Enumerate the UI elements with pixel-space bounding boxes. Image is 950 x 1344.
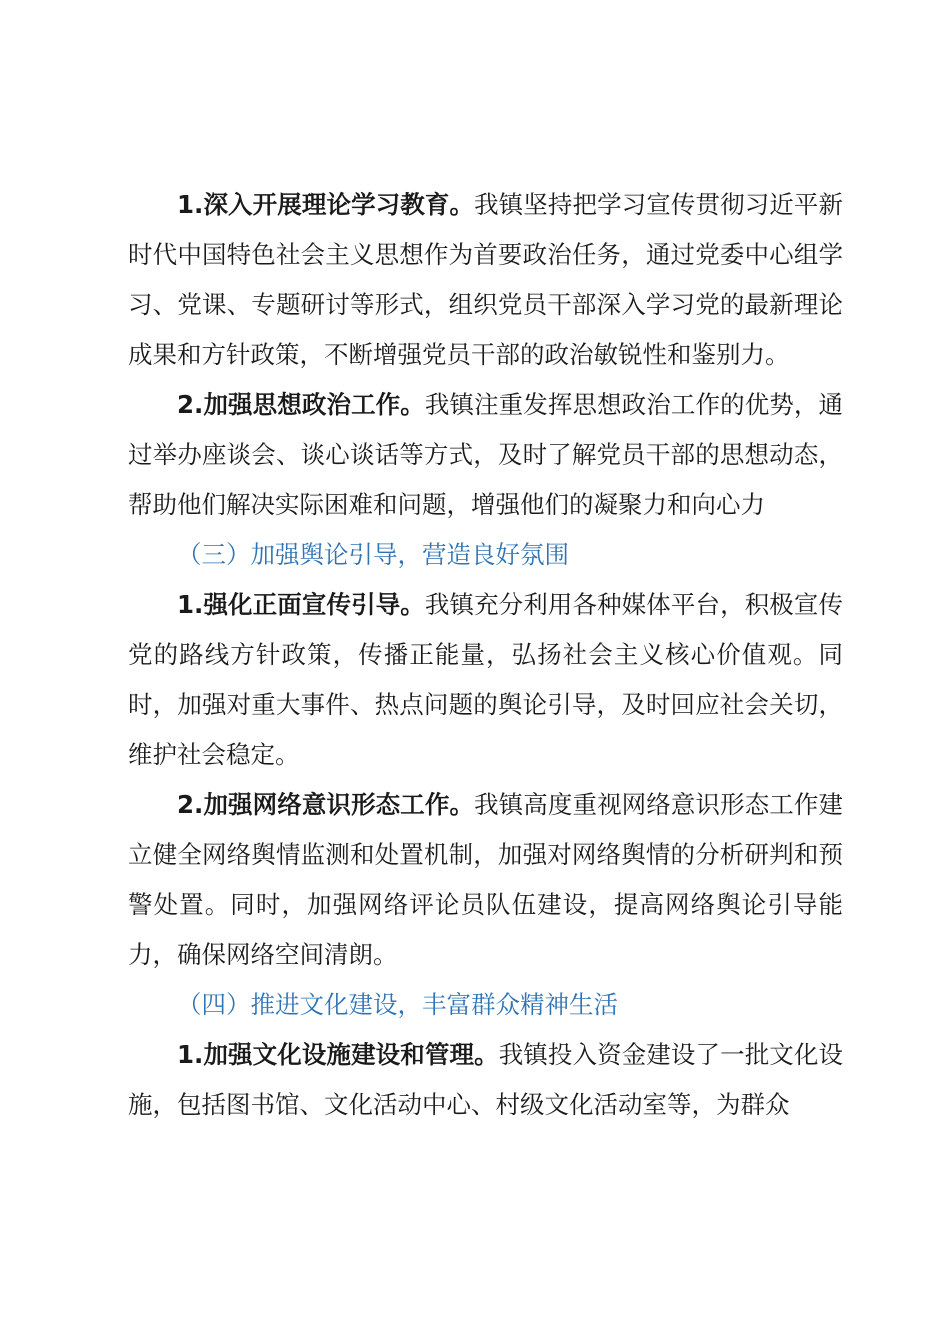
paragraph-lead: 2.加强网络意识形态工作。: [177, 790, 475, 819]
paragraph-text: 我镇投入资金建设了一批文化设施，包括图书馆、文化活动中心、村级文化活动室等，为群众: [128, 1040, 844, 1119]
document-body: [128, 180, 843, 1130]
paragraph-positive-publicity: [128, 580, 843, 780]
paragraph-text: 我镇高度重视网络意识形态工作建立健全网络舆情监测和处置机制，加强对网络舆情的分析研判和预警处置。同时，加强网络评论员队伍建设，提高网络舆论引导能力，确保网络空间清朗。: [128, 790, 843, 969]
paragraph-text: 我镇注重发挥思想政治工作的优势，通过举办座谈会、谈心谈话等方式，及时了解党员干部的思想动态，帮助他们解决实际困难和问题，增强他们的凝聚力和向心力: [128, 390, 843, 519]
paragraph-lead: 2.加强思想政治工作。: [177, 390, 425, 419]
section-heading-public-opinion: （三）加强舆论引导，营造良好氛围: [177, 540, 569, 569]
paragraph-lead: 1.强化正面宣传引导。: [177, 590, 425, 619]
paragraph-lead: 1.加强文化设施建设和管理。: [177, 1040, 499, 1069]
paragraph-cultural-facilities: [128, 1030, 843, 1130]
paragraph-text: 我镇充分利用各种媒体平台，积极宣传党的路线方针政策，传播正能量，弘扬社会主义核心价值观。同时，加强对重大事件、热点问题的舆论引导，及时回应社会关切，维护社会稳定。: [128, 590, 843, 769]
paragraph-theory-study: [128, 180, 843, 380]
paragraph-lead: 1.深入开展理论学习教育。: [177, 190, 475, 219]
section-heading-culture: （四）推进文化建设，丰富群众精神生活: [177, 990, 618, 1019]
paragraph-network-ideology: [128, 780, 843, 980]
paragraph-text: 我镇坚持把学习宣传贯彻习近平新时代中国特色社会主义思想作为首要政治任务，通过党委中心组学习、党课、专题研讨等形式，组织党员干部深入学习党的最新理论成果和方针政策，不断增强党员干部的政治敏锐性和鉴别力。: [128, 190, 843, 369]
paragraph-political-work: [128, 380, 843, 530]
